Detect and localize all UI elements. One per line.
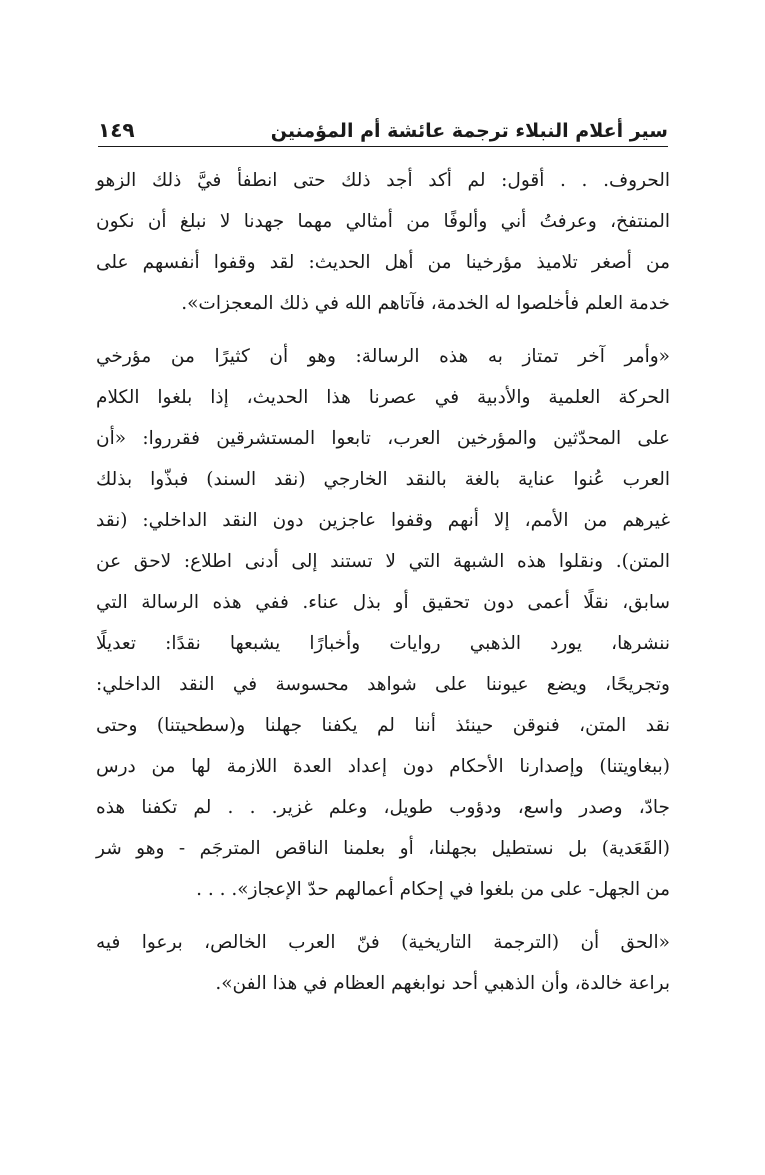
paragraph-2 xyxy=(96,336,670,910)
page-number: ١٤٩ xyxy=(98,118,135,142)
text-line: خدمة العلم فأخلصوا له الخدمة، فآتاهم الله في ذلك المعجزات». xyxy=(181,293,670,314)
text-line: غيرهم من الأمم، إلا أنهم وقفوا عاجزين دون النقد الداخلي: (نقد xyxy=(96,510,670,531)
body-text xyxy=(96,160,670,1004)
text-line: «الحق أن (الترجمة التاريخية) فنّ العرب الخالص، برعوا فيه xyxy=(96,932,670,953)
text-line: ننشرها، يورد الذهبي روايات وأخبارًا يشبعها نقدًا: تعديلًا xyxy=(96,633,670,654)
text-line: المنتفخ، وعرفتُ أني وألوفًا من أمثالي مهما جهدنا لا نبلغ أن نكون xyxy=(96,211,670,232)
paragraph-1 xyxy=(96,160,670,324)
text-line: من الجهل- على من بلغوا في إحكام أعمالهم حدّ الإعجاز». . . . xyxy=(196,879,670,900)
paragraph-spacer xyxy=(96,324,670,336)
text-line: براعة خالدة، وأن الذهبي أحد نوابغهم العظام في هذا الفن». xyxy=(215,973,670,994)
header-rule xyxy=(98,146,668,147)
text-line: (القَعَدية) بل نستطيل بجهلنا، أو بعلمنا الناقص المترجَم - وهو شر xyxy=(96,838,670,859)
text-line: جادّ، وصدر واسع، ودؤوب طويل، وعلم غزير. . . لم تكفنا هذه xyxy=(96,797,670,818)
text-line: المتن). ونقلوا هذه الشبهة التي لا تستند إلى أدنى اطلاع: لاحق عن xyxy=(96,551,670,572)
paragraph-spacer xyxy=(96,910,670,922)
running-header xyxy=(98,102,668,142)
paragraph-3 xyxy=(96,922,670,1004)
text-line: الحروف. . . أقول: لم أكد أجد ذلك حتى انطفأ فيَّ ذلك الزهو xyxy=(96,170,670,191)
text-line: الحركة العلمية والأدبية في عصرنا هذا الحديث، إذا بلغوا الكلام xyxy=(96,387,670,408)
text-line: من أصغر تلاميذ مؤرخينا من أهل الحديث: لقد وقفوا أنفسهم على xyxy=(96,252,670,273)
text-line: العرب عُنوا عناية بالغة بالنقد الخارجي (نقد السند) فبذّوا بذلك xyxy=(96,469,670,490)
text-line: على المحدّثين والمؤرخين العرب، تابعوا المستشرقين فقرروا: «أن xyxy=(96,428,670,449)
text-line: سابق، نقلًا أعمى دون تحقيق أو بذل عناء. ففي هذه الرسالة التي xyxy=(96,592,670,613)
text-line: نقد المتن، فنوقن حينئذ أننا لم يكفنا جهلنا و(سطحيتنا) وحتى xyxy=(96,715,670,736)
text-line: «وأمر آخر تمتاز به هذه الرسالة: وهو أن كثيرًا من مؤرخي xyxy=(96,346,670,367)
text-line: وتجريحًا، ويضع عيوننا على شواهد محسوسة في النقد الداخلي: xyxy=(96,674,670,695)
text-line: (ببغاويتنا) وإصدارنا الأحكام دون إعداد العدة اللازمة لها من درس xyxy=(96,756,670,777)
running-title: سير أعلام النبلاء ترجمة عائشة أم المؤمنين xyxy=(270,120,668,142)
